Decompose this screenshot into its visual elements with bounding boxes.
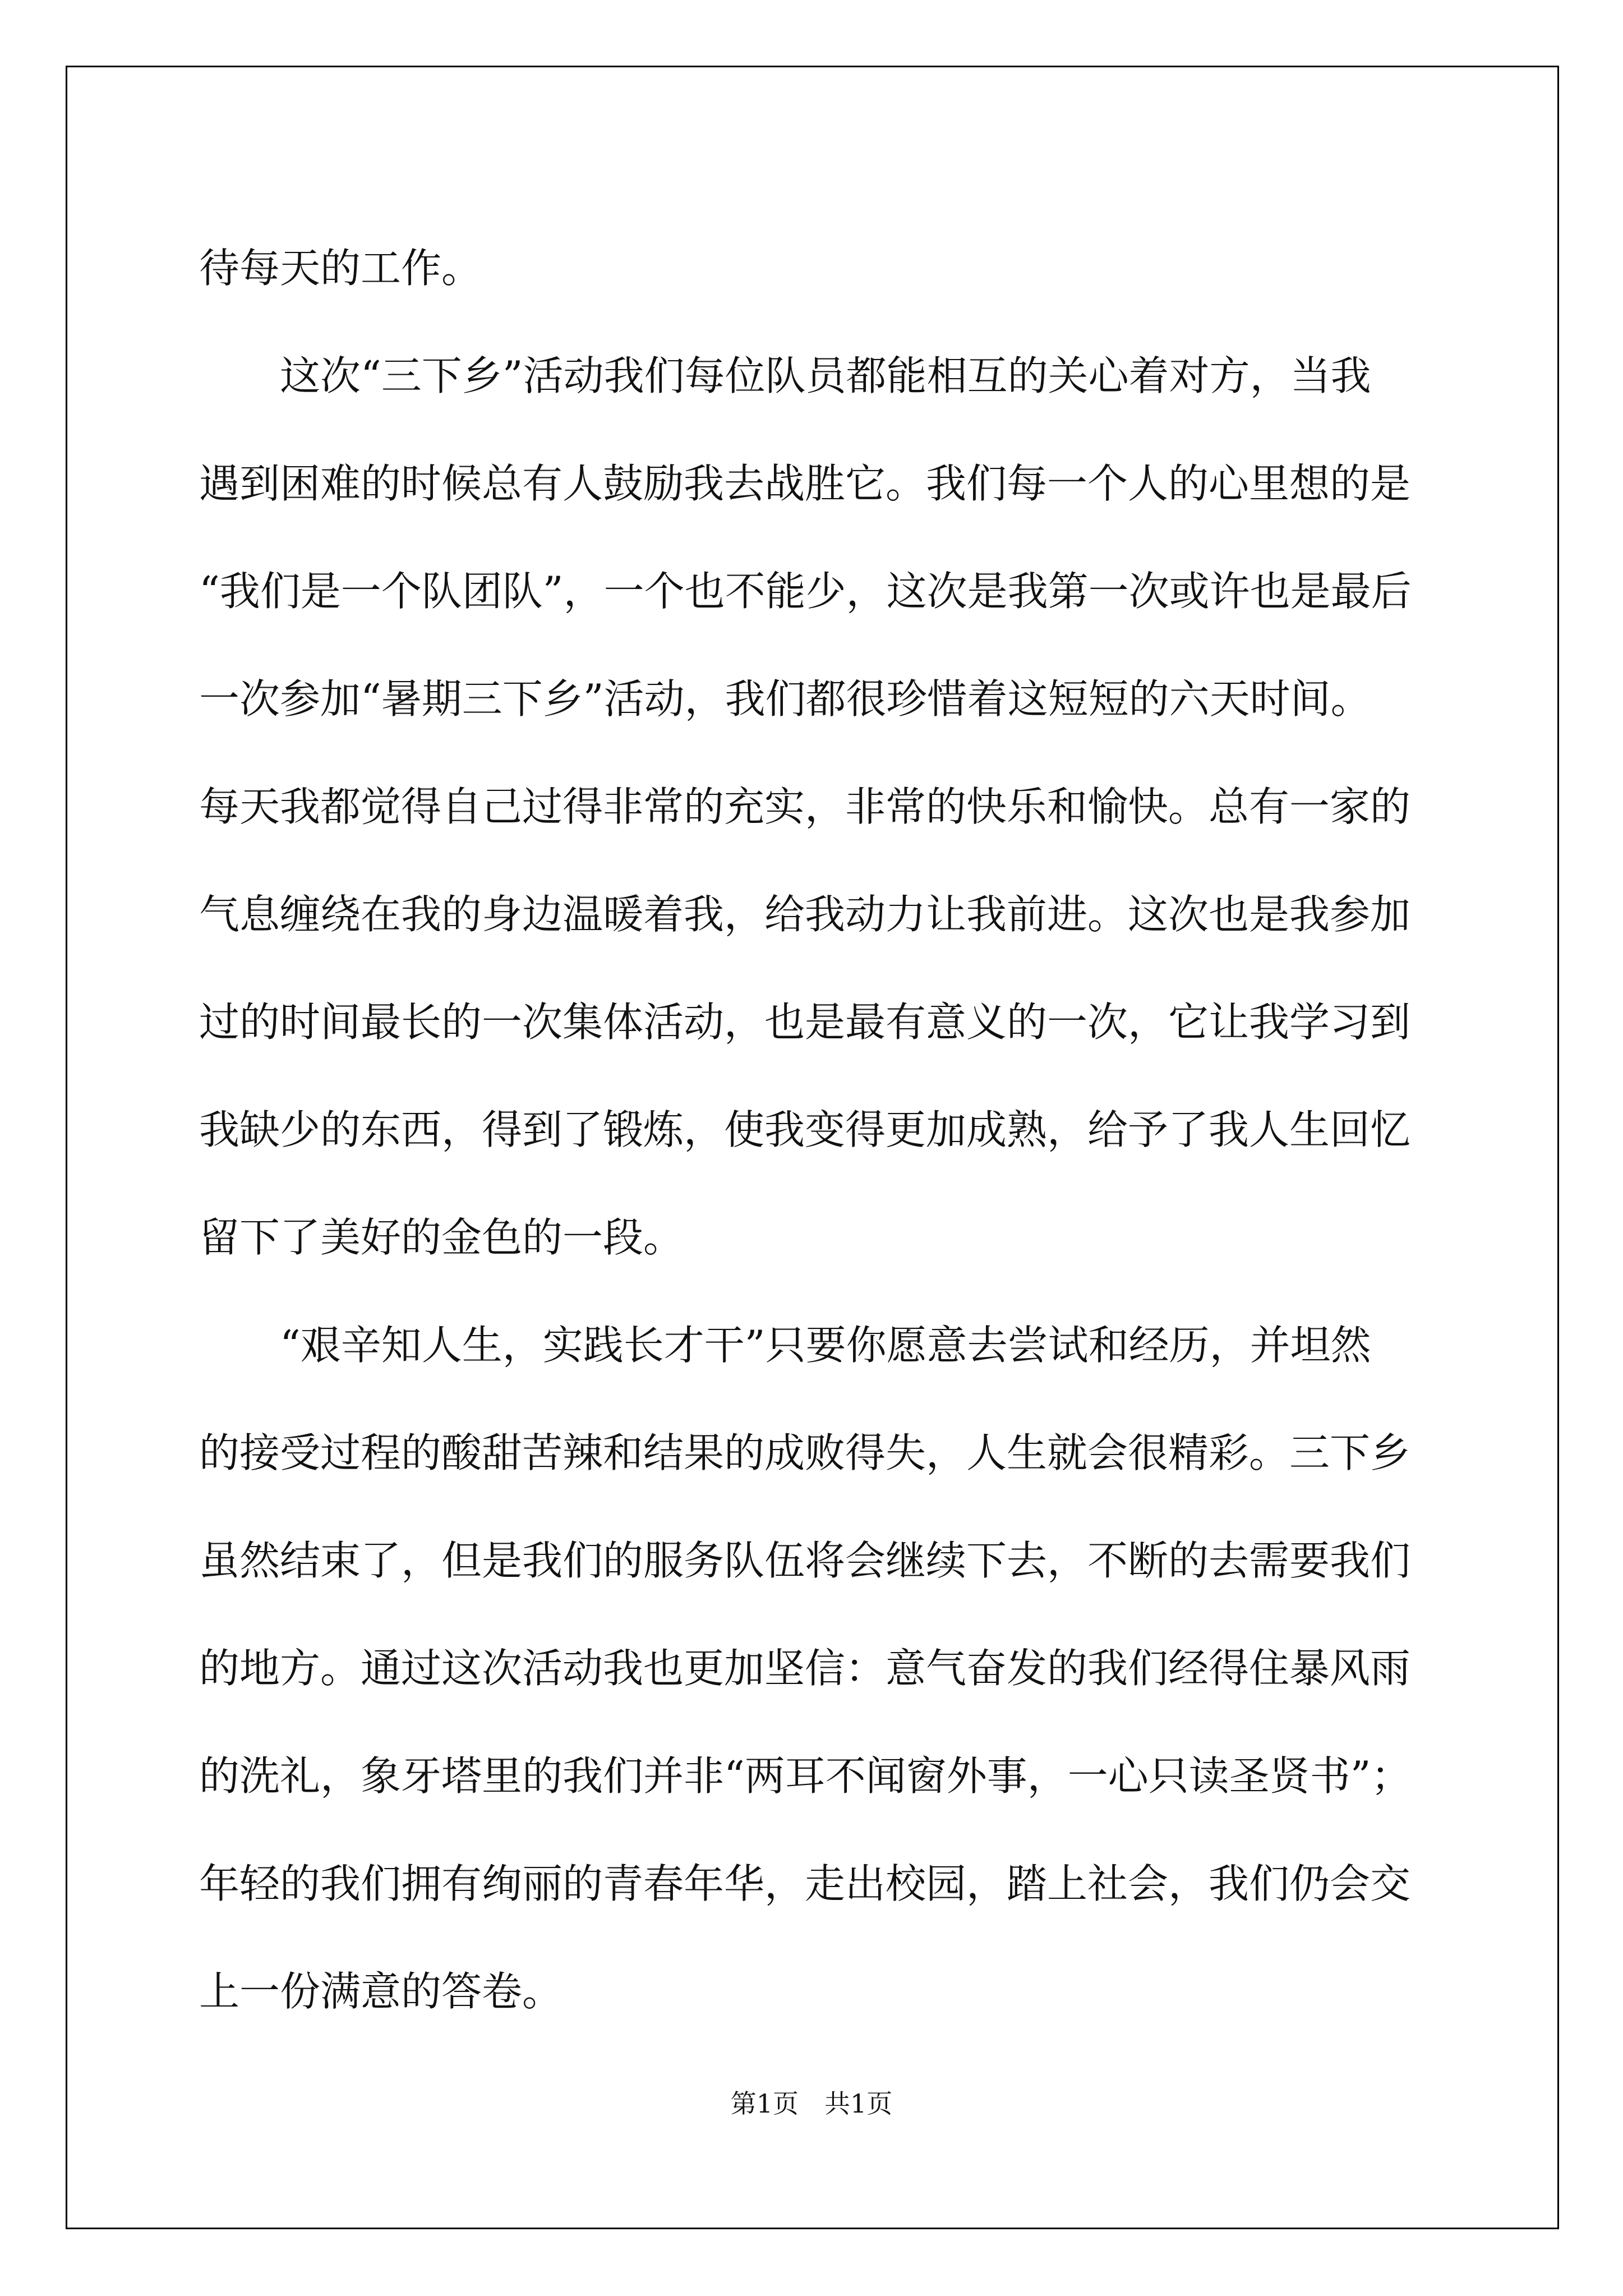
text-line: 过的时间最长的一次集体活动，也是最有意义的一次，它让我学习到: [199, 999, 1411, 1046]
text-line: 这次“三下乡”活动我们每位队员都能相互的关心着对方，当我: [280, 352, 1371, 399]
text-line: 气息缠绕在我的身边温暖着我，给我动力让我前进。这次也是我参加: [199, 891, 1411, 938]
text-line: 上一份满意的答卷。: [199, 1968, 563, 2015]
text-line: 遇到困难的时候总有人鼓励我去战胜它。我们每一个人的心里想的是: [199, 460, 1411, 507]
text-line: 虽然结束了，但是我们的服务队伍将会继续下去，不断的去需要我们: [199, 1537, 1411, 1584]
text-line: 我缺少的东西，得到了锻炼，使我变得更加成熟，给予了我人生回忆: [199, 1106, 1411, 1153]
text-line: “我们是一个队团队”，一个也不能少，这次是我第一次或许也是最后: [199, 568, 1412, 615]
text-line: 每天我都觉得自己过得非常的充实，非常的快乐和愉快。总有一家的: [199, 783, 1411, 830]
text-line: 的洗礼，象牙塔里的我们并非“两耳不闻窗外事，一心只读圣贤书”；: [199, 1752, 1412, 1800]
document-body: [199, 214, 1444, 2045]
text-line: 的地方。通过这次活动我也更加坚信：意气奋发的我们经得住暴风雨: [199, 1645, 1411, 1692]
text-line: 年轻的我们拥有绚丽的青春年华，走出校园，踏上社会，我们仍会交: [199, 1860, 1411, 1907]
text-line: 一次参加“暑期三下乡”活动，我们都很珍惜着这短短的六天时间。: [199, 675, 1371, 723]
text-line: 留下了美好的金色的一段。: [199, 1214, 684, 1261]
text-line: “艰辛知人生，实践长才干”只要你愿意去尝试和经历，并坦然: [280, 1322, 1371, 1369]
text-line: 的接受过程的酸甜苦辣和结果的成败得失，人生就会很精彩。三下乡: [199, 1429, 1411, 1476]
page-number-footer: 第1页 共1页: [730, 2088, 893, 2119]
text-line: 待每天的工作。: [199, 245, 482, 292]
